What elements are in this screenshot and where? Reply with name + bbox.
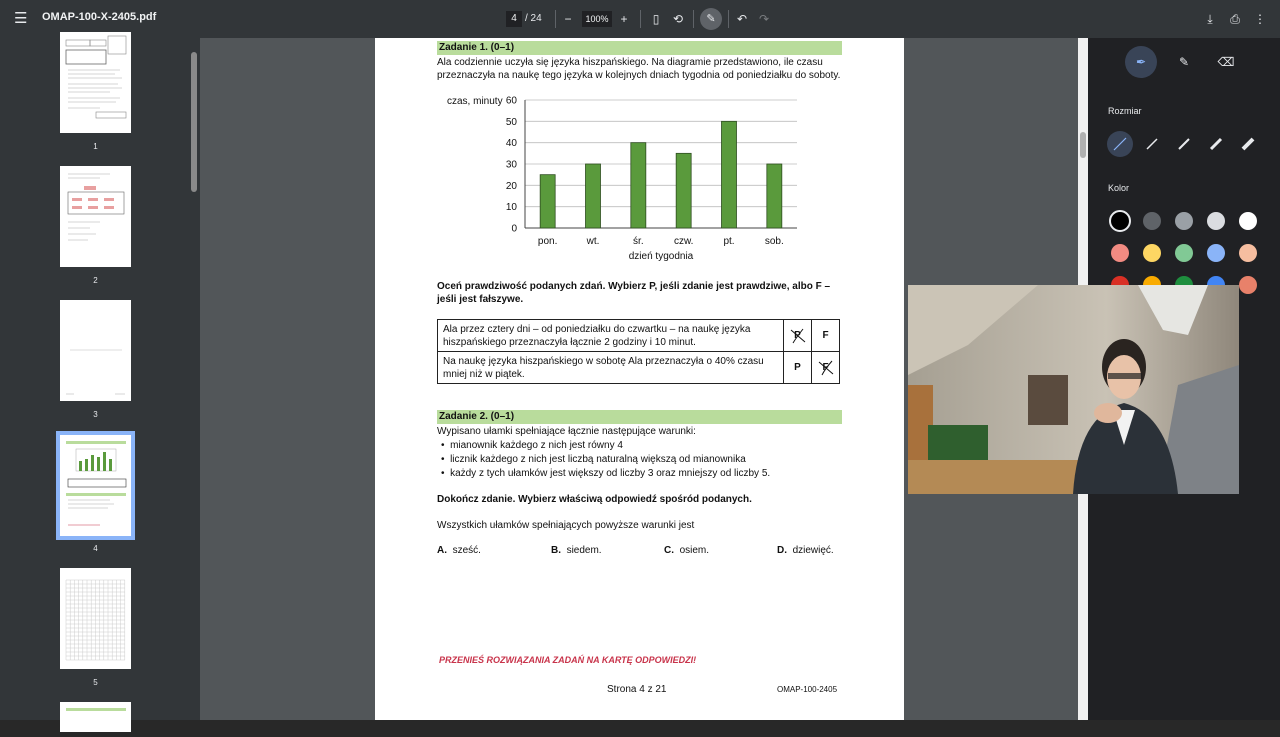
redo-icon[interactable]: ↷ xyxy=(758,12,770,26)
thumbnail-sidebar xyxy=(0,38,200,720)
color-swatch[interactable] xyxy=(1207,244,1225,262)
list-item: • każdy z tych ułamków jest większy od liczby 3 oraz mniejszy od liczby 5. xyxy=(441,468,771,479)
size-option-5[interactable] xyxy=(1235,131,1261,157)
x-tick-label: pon. xyxy=(537,236,558,247)
thumbnail-page-2[interactable] xyxy=(60,166,131,267)
statement-cell xyxy=(438,320,784,352)
thumbnail-label: 1 xyxy=(93,142,98,151)
rotate-icon[interactable]: ⟲ xyxy=(672,12,684,26)
task1-header: Zadanie 1. (0–1) xyxy=(437,41,842,55)
line-size-icon xyxy=(1203,131,1229,157)
thumbnail-content xyxy=(60,32,131,133)
task1-instruction-line2: jeśli jest fałszywe. xyxy=(437,294,524,305)
option-text: sześć. xyxy=(452,545,481,556)
fit-page-icon[interactable]: ▯ xyxy=(652,12,660,26)
list-item: • licznik każdego z nich jest liczbą naturalną większą od mianownika xyxy=(441,454,746,465)
answer-f-label: F xyxy=(822,330,829,341)
color-swatch[interactable] xyxy=(1239,212,1257,230)
color-swatch[interactable] xyxy=(1207,212,1225,230)
color-swatch[interactable] xyxy=(1111,244,1129,262)
thumbnail-page-5[interactable] xyxy=(60,568,131,669)
statement-line2: hiszpańskiego przeznaczyła łącznie 2 godziny i 10 minut. xyxy=(443,336,696,348)
thumbnail-page-4[interactable] xyxy=(60,435,131,536)
y-tick-label: 30 xyxy=(505,159,517,171)
page-number-input[interactable]: 4 xyxy=(506,11,522,27)
x-tick-label: sob. xyxy=(764,236,784,247)
annotate-icon[interactable]: ✎ xyxy=(700,8,722,30)
task2-intro: Wypisano ułamki spełniające łącznie następujące warunki: xyxy=(437,426,696,437)
bar-chart xyxy=(437,90,817,270)
thumbnail-label: 5 xyxy=(93,678,98,687)
viewer-scrollbar-thumb[interactable] xyxy=(1080,132,1086,158)
color-swatch[interactable] xyxy=(1111,212,1129,230)
y-tick-label: 20 xyxy=(505,180,517,192)
answer-p-checkbox[interactable] xyxy=(784,352,812,384)
zoom-input[interactable]: 100% xyxy=(582,11,612,27)
answer-p-checkbox[interactable] xyxy=(784,320,812,352)
y-tick-label: 0 xyxy=(511,223,517,235)
divider xyxy=(640,10,641,28)
divider xyxy=(728,10,729,28)
undo-icon[interactable]: ↶ xyxy=(736,12,748,26)
sidebar-scrollbar[interactable] xyxy=(191,52,197,192)
task1-intro-line2: przeznaczyła na naukę tego języka w kolejnych dniach tygodnia od poniedziałku do soboty. xyxy=(437,70,841,81)
highlighter-icon[interactable]: ✎ xyxy=(1178,55,1190,69)
table-row xyxy=(438,352,840,384)
size-option-2[interactable] xyxy=(1139,131,1165,157)
line-size-icon xyxy=(1235,131,1261,157)
size-option-3[interactable] xyxy=(1171,131,1197,157)
task1-instruction-line1: Oceń prawdziwość podanych zdań. Wybierz P, jeśli zdanie jest prawdziwe, albo F – xyxy=(437,281,831,292)
thumbnail-page-6[interactable] xyxy=(60,702,131,732)
thumbnail-label: 3 xyxy=(93,410,98,419)
cross-mark-icon xyxy=(788,326,808,346)
statement-line1: Na naukę języka hiszpańskiego w sobotę Ala przeznaczyła o 40% czasu xyxy=(443,355,764,367)
bar-pon. xyxy=(540,175,555,228)
color-swatch[interactable] xyxy=(1175,212,1193,230)
color-swatch[interactable] xyxy=(1239,244,1257,262)
bar-śr. xyxy=(631,143,646,228)
thumbnail-page-3[interactable] xyxy=(60,300,131,401)
option-letter: B. xyxy=(551,545,561,556)
eraser-icon[interactable]: ⌫ xyxy=(1217,55,1235,69)
answer-f-label: F xyxy=(822,362,829,373)
bar-wt. xyxy=(586,164,601,228)
bullet-text: każdy z tych ułamków jest większy od liczby 3 oraz mniejszy od liczby 5. xyxy=(450,468,771,479)
y-tick-label: 10 xyxy=(505,202,517,214)
x-tick-label: czw. xyxy=(673,236,694,247)
bar-sob. xyxy=(767,164,782,228)
x-tick-label: wt. xyxy=(586,236,600,247)
bullet-text: licznik każdego z nich jest liczbą naturalną większą od mianownika xyxy=(450,454,746,465)
file-name: OMAP-100-X-2405.pdf xyxy=(42,11,157,23)
zoom-out-icon[interactable]: − xyxy=(564,12,572,26)
true-false-table xyxy=(437,319,840,384)
size-label: Rozmiar xyxy=(1108,106,1142,116)
x-tick-label: śr. xyxy=(633,236,644,247)
thumbnail-content xyxy=(60,435,131,536)
thumbnail-content xyxy=(60,568,131,669)
task2-header: Zadanie 2. (0–1) xyxy=(437,410,842,424)
y-tick-label: 40 xyxy=(505,138,517,150)
option-text: siedem. xyxy=(566,545,602,556)
top-toolbar xyxy=(0,0,1280,38)
thumbnail-page-1[interactable] xyxy=(60,32,131,133)
option-d[interactable] xyxy=(777,545,834,556)
footer-code: OMAP-100-2405 xyxy=(777,685,838,694)
line-size-icon xyxy=(1107,131,1133,157)
thumbnail-label: 2 xyxy=(93,276,98,285)
option-a[interactable] xyxy=(437,545,481,556)
option-b[interactable] xyxy=(551,545,602,556)
option-text: osiem. xyxy=(679,545,710,556)
bar-pt. xyxy=(722,121,737,228)
statement-cell xyxy=(438,352,784,384)
x-tick-label: pt. xyxy=(723,236,735,247)
statement-line1: Ala przez cztery dni – od poniedziałku do czwartku – na naukę języka xyxy=(443,323,751,335)
more-options-icon[interactable]: ⋮ xyxy=(1254,12,1266,26)
task2-instruction: Dokończ zdanie. Wybierz właściwą odpowiedź spośród podanych. xyxy=(437,494,752,505)
download-icon[interactable]: ⤓ xyxy=(1207,12,1213,26)
answer-p-label: P xyxy=(794,330,801,341)
option-c[interactable] xyxy=(664,545,709,556)
pdf-page xyxy=(375,38,904,720)
color-label: Kolor xyxy=(1108,183,1130,193)
color-swatch[interactable] xyxy=(1175,244,1193,262)
divider xyxy=(555,10,556,28)
color-swatch[interactable] xyxy=(1143,244,1161,262)
task2-stem: Wszystkich ułamków spełniających powyższe warunki jest xyxy=(437,520,695,531)
thumbnail-content xyxy=(60,166,131,267)
bullet-text: mianownik każdego z nich jest równy 4 xyxy=(450,440,623,451)
footer-page-number: Strona 4 z 21 xyxy=(607,684,667,695)
footer-note: PRZENIEŚ ROZWIĄZANIA ZADAŃ NA KARTĘ ODPOWIEDZI! xyxy=(439,655,697,665)
size-option-1[interactable] xyxy=(1107,131,1133,157)
bullet-list xyxy=(441,439,851,480)
thumbnail-content xyxy=(60,702,131,732)
color-swatch[interactable] xyxy=(1143,212,1161,230)
answer-f-checkbox[interactable] xyxy=(812,352,840,384)
bar-czw. xyxy=(676,153,691,228)
option-letter: C. xyxy=(664,545,674,556)
divider xyxy=(693,10,694,28)
y-tick-label: 50 xyxy=(505,116,517,128)
y-tick-label: 60 xyxy=(505,95,517,107)
size-option-4[interactable] xyxy=(1203,131,1229,157)
cross-mark-icon xyxy=(816,358,836,378)
statement-line2: mniej niż w piątek. xyxy=(443,368,525,380)
answer-f-checkbox[interactable] xyxy=(812,320,840,352)
option-letter: D. xyxy=(777,545,787,556)
webcam-image xyxy=(908,285,1239,494)
y-axis-label: czas, minuty xyxy=(447,96,503,107)
task1-intro-line1: Ala codziennie uczyła się języka hiszpańskiego. Na diagramie przedstawiono, ile czasu xyxy=(437,57,823,68)
thumbnail-content xyxy=(60,300,131,401)
line-size-icon xyxy=(1139,131,1165,157)
answer-p-label: P xyxy=(794,362,801,373)
webcam-overlay xyxy=(908,285,1239,494)
thumbnail-label: 4 xyxy=(93,544,98,553)
color-swatch[interactable] xyxy=(1239,276,1257,294)
zoom-in-icon[interactable]: + xyxy=(620,12,628,26)
page-total: / 24 xyxy=(525,13,542,24)
menu-icon[interactable]: ☰ xyxy=(14,10,28,27)
list-item: • mianownik każdego z nich jest równy 4 xyxy=(441,440,623,451)
table-row xyxy=(438,320,840,352)
x-axis-label: dzień tygodnia xyxy=(628,251,694,262)
option-letter: A. xyxy=(437,545,447,556)
line-size-icon xyxy=(1171,131,1197,157)
option-text: dziewięć. xyxy=(792,545,834,556)
print-icon[interactable]: ⎙ xyxy=(1230,12,1240,26)
pen-tool-icon[interactable]: ✒ xyxy=(1125,46,1157,78)
